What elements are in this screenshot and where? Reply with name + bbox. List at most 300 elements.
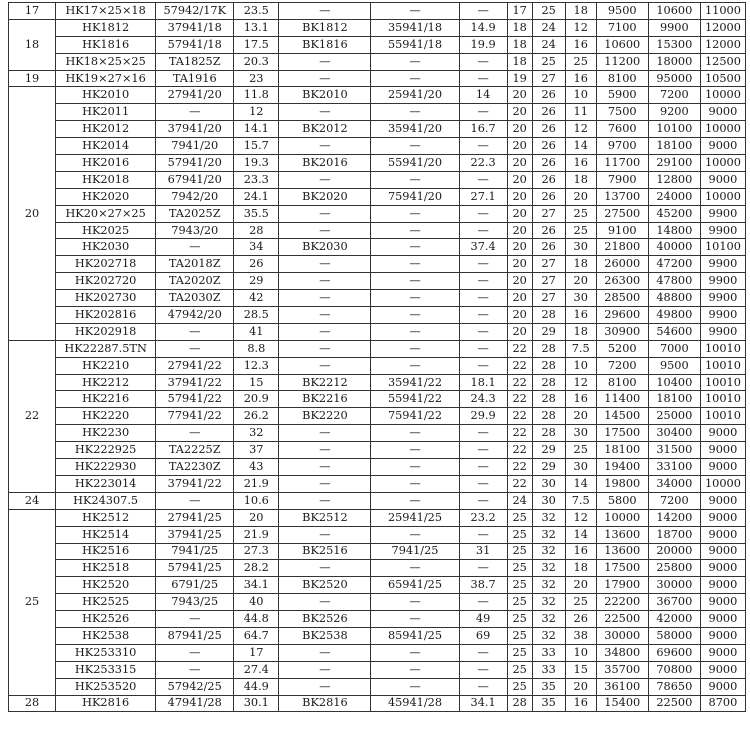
weight-hk-cell: 21.9 xyxy=(234,475,279,492)
C-value-cell: 20 xyxy=(565,577,596,594)
ref-code-bk-cell: 25941/25 xyxy=(371,509,459,526)
C-value-cell: 18 xyxy=(565,3,596,20)
static-load-cell: 42000 xyxy=(648,611,700,628)
speed-limit-cell: 9900 xyxy=(700,222,745,239)
weight-hk-cell: 37 xyxy=(234,442,279,459)
d-value-cell: 20 xyxy=(507,155,532,172)
weight-bk-cell: — xyxy=(459,256,507,273)
weight-bk-cell: — xyxy=(459,459,507,476)
dyn-load-cell: 5900 xyxy=(596,87,648,104)
d-value-cell: 22 xyxy=(507,357,532,374)
dyn-load-cell: 28500 xyxy=(596,290,648,307)
weight-hk-cell: 23 xyxy=(234,70,279,87)
model-hk-cell: HK2538 xyxy=(56,627,156,644)
model-hk-cell: HK19×27×16 xyxy=(56,70,156,87)
ref-code-cell: TA2225Z xyxy=(156,442,234,459)
C-value-cell: 38 xyxy=(565,627,596,644)
dyn-load-cell: 7100 xyxy=(596,19,648,36)
ref-code-cell: 57942/17K xyxy=(156,3,234,20)
ref-code-cell: TA2020Z xyxy=(156,273,234,290)
table-row xyxy=(9,19,746,36)
table-row xyxy=(9,661,746,678)
model-bk-cell: — xyxy=(279,560,371,577)
table-row xyxy=(9,678,746,695)
D-value-cell: 28 xyxy=(532,408,565,425)
dyn-load-cell: 15400 xyxy=(596,695,648,712)
static-load-cell: 20000 xyxy=(648,543,700,560)
weight-bk-cell: — xyxy=(459,492,507,509)
weight-bk-cell: 22.3 xyxy=(459,155,507,172)
model-hk-cell: HK223014 xyxy=(56,475,156,492)
ref-code-bk-cell: — xyxy=(371,256,459,273)
model-bk-cell: BK2010 xyxy=(279,87,371,104)
speed-limit-cell: 9000 xyxy=(700,560,745,577)
dyn-load-cell: 17500 xyxy=(596,425,648,442)
C-value-cell: 20 xyxy=(565,188,596,205)
C-value-cell: 16 xyxy=(565,391,596,408)
shaft-diameter-cell: 24 xyxy=(9,492,56,509)
ref-code-bk-cell: — xyxy=(371,239,459,256)
C-value-cell: 25 xyxy=(565,53,596,70)
speed-limit-cell: 9000 xyxy=(700,526,745,543)
ref-code-bk-cell: — xyxy=(371,273,459,290)
ref-code-bk-cell: 75941/22 xyxy=(371,408,459,425)
table-row xyxy=(9,307,746,324)
weight-bk-cell: — xyxy=(459,273,507,290)
weight-bk-cell: — xyxy=(459,3,507,20)
model-bk-cell: — xyxy=(279,323,371,340)
weight-hk-cell: 42 xyxy=(234,290,279,307)
speed-limit-cell: 9000 xyxy=(700,138,745,155)
weight-hk-cell: 20.9 xyxy=(234,391,279,408)
model-hk-cell: HK2210 xyxy=(56,357,156,374)
C-value-cell: 14 xyxy=(565,475,596,492)
dyn-load-cell: 18100 xyxy=(596,442,648,459)
ref-code-bk-cell: 35941/22 xyxy=(371,374,459,391)
ref-code-bk-cell: — xyxy=(371,611,459,628)
model-hk-cell: HK2230 xyxy=(56,425,156,442)
weight-bk-cell: — xyxy=(459,307,507,324)
d-value-cell: 20 xyxy=(507,171,532,188)
table-row xyxy=(9,222,746,239)
model-hk-cell: HK2030 xyxy=(56,239,156,256)
table-row xyxy=(9,391,746,408)
weight-bk-cell: — xyxy=(459,425,507,442)
ref-code-cell: 77941/22 xyxy=(156,408,234,425)
static-load-cell: 29100 xyxy=(648,155,700,172)
static-load-cell: 18000 xyxy=(648,53,700,70)
weight-bk-cell: 38.7 xyxy=(459,577,507,594)
weight-hk-cell: 44.9 xyxy=(234,678,279,695)
static-load-cell: 10100 xyxy=(648,121,700,138)
ref-code-cell: — xyxy=(156,323,234,340)
speed-limit-cell: 9000 xyxy=(700,104,745,121)
static-load-cell: 14800 xyxy=(648,222,700,239)
speed-limit-cell: 10000 xyxy=(700,121,745,138)
table-row xyxy=(9,475,746,492)
ref-code-cell: 27941/25 xyxy=(156,509,234,526)
dyn-load-cell: 19400 xyxy=(596,459,648,476)
ref-code-bk-cell: — xyxy=(371,340,459,357)
model-hk-cell: HK202730 xyxy=(56,290,156,307)
weight-bk-cell: — xyxy=(459,560,507,577)
speed-limit-cell: 10100 xyxy=(700,239,745,256)
weight-hk-cell: 40 xyxy=(234,594,279,611)
weight-bk-cell: 34.1 xyxy=(459,695,507,712)
d-value-cell: 25 xyxy=(507,543,532,560)
model-hk-cell: HK2220 xyxy=(56,408,156,425)
speed-limit-cell: 12000 xyxy=(700,19,745,36)
table-row xyxy=(9,205,746,222)
C-value-cell: 20 xyxy=(565,273,596,290)
ref-code-bk-cell: 45941/28 xyxy=(371,695,459,712)
d-value-cell: 25 xyxy=(507,560,532,577)
static-load-cell: 70800 xyxy=(648,661,700,678)
C-value-cell: 16 xyxy=(565,155,596,172)
static-load-cell: 36700 xyxy=(648,594,700,611)
d-value-cell: 20 xyxy=(507,323,532,340)
C-value-cell: 16 xyxy=(565,70,596,87)
speed-limit-cell: 9000 xyxy=(700,627,745,644)
dyn-load-cell: 10000 xyxy=(596,509,648,526)
weight-bk-cell: 16.7 xyxy=(459,121,507,138)
C-value-cell: 14 xyxy=(565,138,596,155)
ref-code-cell: 57941/18 xyxy=(156,36,234,53)
C-value-cell: 20 xyxy=(565,678,596,695)
model-hk-cell: HK202816 xyxy=(56,307,156,324)
model-hk-cell: HK2018 xyxy=(56,171,156,188)
d-value-cell: 20 xyxy=(507,188,532,205)
static-load-cell: 7200 xyxy=(648,492,700,509)
D-value-cell: 32 xyxy=(532,509,565,526)
weight-bk-cell: — xyxy=(459,171,507,188)
table-row xyxy=(9,695,746,712)
speed-limit-cell: 9000 xyxy=(700,171,745,188)
D-value-cell: 26 xyxy=(532,138,565,155)
table-row xyxy=(9,87,746,104)
speed-limit-cell: 9900 xyxy=(700,256,745,273)
dyn-load-cell: 26300 xyxy=(596,273,648,290)
ref-code-cell: — xyxy=(156,340,234,357)
weight-bk-cell: — xyxy=(459,661,507,678)
ref-code-bk-cell: 55941/20 xyxy=(371,155,459,172)
speed-limit-cell: 9000 xyxy=(700,459,745,476)
dyn-load-cell: 5800 xyxy=(596,492,648,509)
ref-code-bk-cell: — xyxy=(371,678,459,695)
model-bk-cell: — xyxy=(279,526,371,543)
dyn-load-cell: 7900 xyxy=(596,171,648,188)
C-value-cell: 20 xyxy=(565,408,596,425)
d-value-cell: 25 xyxy=(507,526,532,543)
D-value-cell: 28 xyxy=(532,357,565,374)
D-value-cell: 32 xyxy=(532,577,565,594)
weight-hk-cell: 27.4 xyxy=(234,661,279,678)
d-value-cell: 25 xyxy=(507,577,532,594)
ref-code-bk-cell: — xyxy=(371,594,459,611)
weight-bk-cell: — xyxy=(459,323,507,340)
static-load-cell: 30000 xyxy=(648,577,700,594)
d-value-cell: 19 xyxy=(507,70,532,87)
ref-code-bk-cell: — xyxy=(371,560,459,577)
D-value-cell: 30 xyxy=(532,475,565,492)
d-value-cell: 25 xyxy=(507,611,532,628)
model-bk-cell: — xyxy=(279,307,371,324)
model-bk-cell: BK2030 xyxy=(279,239,371,256)
D-value-cell: 28 xyxy=(532,425,565,442)
ref-code-cell: 67941/20 xyxy=(156,171,234,188)
C-value-cell: 25 xyxy=(565,442,596,459)
d-value-cell: 17 xyxy=(507,3,532,20)
dyn-load-cell: 11700 xyxy=(596,155,648,172)
weight-hk-cell: 15.7 xyxy=(234,138,279,155)
ref-code-bk-cell: — xyxy=(371,205,459,222)
ref-code-cell: 47941/28 xyxy=(156,695,234,712)
weight-bk-cell: — xyxy=(459,70,507,87)
static-load-cell: 54600 xyxy=(648,323,700,340)
model-bk-cell: — xyxy=(279,256,371,273)
D-value-cell: 33 xyxy=(532,661,565,678)
weight-hk-cell: 35.5 xyxy=(234,205,279,222)
weight-hk-cell: 23.5 xyxy=(234,3,279,20)
static-load-cell: 95000 xyxy=(648,70,700,87)
C-value-cell: 7.5 xyxy=(565,492,596,509)
D-value-cell: 26 xyxy=(532,222,565,239)
C-value-cell: 25 xyxy=(565,205,596,222)
static-load-cell: 40000 xyxy=(648,239,700,256)
model-hk-cell: HK20×27×25 xyxy=(56,205,156,222)
D-value-cell: 32 xyxy=(532,560,565,577)
weight-bk-cell: 24.3 xyxy=(459,391,507,408)
ref-code-cell: — xyxy=(156,492,234,509)
static-load-cell: 9500 xyxy=(648,357,700,374)
speed-limit-cell: 8700 xyxy=(700,695,745,712)
d-value-cell: 20 xyxy=(507,205,532,222)
speed-limit-cell: 12000 xyxy=(700,36,745,53)
weight-hk-cell: 19.3 xyxy=(234,155,279,172)
D-value-cell: 29 xyxy=(532,323,565,340)
dyn-load-cell: 19800 xyxy=(596,475,648,492)
speed-limit-cell: 10010 xyxy=(700,374,745,391)
model-bk-cell: — xyxy=(279,3,371,20)
weight-bk-cell: — xyxy=(459,357,507,374)
model-hk-cell: HK1816 xyxy=(56,36,156,53)
static-load-cell: 18100 xyxy=(648,391,700,408)
ref-code-cell: 7943/20 xyxy=(156,222,234,239)
weight-hk-cell: 44.8 xyxy=(234,611,279,628)
speed-limit-cell: 9000 xyxy=(700,594,745,611)
model-hk-cell: HK2020 xyxy=(56,188,156,205)
model-hk-cell: HK2525 xyxy=(56,594,156,611)
dyn-load-cell: 34800 xyxy=(596,644,648,661)
d-value-cell: 22 xyxy=(507,475,532,492)
model-hk-cell: HK18×25×25 xyxy=(56,53,156,70)
table-row xyxy=(9,340,746,357)
ref-code-bk-cell: 65941/25 xyxy=(371,577,459,594)
speed-limit-cell: 9000 xyxy=(700,577,745,594)
ref-code-cell: 57941/20 xyxy=(156,155,234,172)
ref-code-cell: — xyxy=(156,644,234,661)
model-bk-cell: BK2216 xyxy=(279,391,371,408)
ref-code-bk-cell: 75941/20 xyxy=(371,188,459,205)
weight-hk-cell: 23.3 xyxy=(234,171,279,188)
static-load-cell: 9200 xyxy=(648,104,700,121)
weight-hk-cell: 32 xyxy=(234,425,279,442)
model-bk-cell: — xyxy=(279,594,371,611)
ref-code-bk-cell: 55941/22 xyxy=(371,391,459,408)
ref-code-cell: 37941/22 xyxy=(156,374,234,391)
dyn-load-cell: 21800 xyxy=(596,239,648,256)
table-row xyxy=(9,256,746,273)
d-value-cell: 22 xyxy=(507,391,532,408)
dyn-load-cell: 36100 xyxy=(596,678,648,695)
weight-hk-cell: 24.1 xyxy=(234,188,279,205)
ref-code-cell: 6791/25 xyxy=(156,577,234,594)
dyn-load-cell: 10600 xyxy=(596,36,648,53)
table-row xyxy=(9,374,746,391)
static-load-cell: 48800 xyxy=(648,290,700,307)
ref-code-cell: — xyxy=(156,425,234,442)
table-row xyxy=(9,442,746,459)
model-hk-cell: HK2011 xyxy=(56,104,156,121)
table-row xyxy=(9,594,746,611)
ref-code-bk-cell: 35941/20 xyxy=(371,121,459,138)
weight-bk-cell: — xyxy=(459,290,507,307)
table-row xyxy=(9,425,746,442)
ref-code-cell: TA2025Z xyxy=(156,205,234,222)
ref-code-bk-cell: — xyxy=(371,138,459,155)
table-row xyxy=(9,239,746,256)
ref-code-bk-cell: 35941/18 xyxy=(371,19,459,36)
dyn-load-cell: 22500 xyxy=(596,611,648,628)
weight-hk-cell: 64.7 xyxy=(234,627,279,644)
D-value-cell: 26 xyxy=(532,87,565,104)
model-bk-cell: — xyxy=(279,205,371,222)
D-value-cell: 28 xyxy=(532,340,565,357)
weight-bk-cell: — xyxy=(459,475,507,492)
model-bk-cell: — xyxy=(279,678,371,695)
shaft-diameter-cell: 22 xyxy=(9,340,56,492)
C-value-cell: 30 xyxy=(565,459,596,476)
ref-code-cell: 27941/20 xyxy=(156,87,234,104)
speed-limit-cell: 9000 xyxy=(700,492,745,509)
D-value-cell: 32 xyxy=(532,543,565,560)
ref-code-cell: 27941/22 xyxy=(156,357,234,374)
static-load-cell: 24000 xyxy=(648,188,700,205)
d-value-cell: 24 xyxy=(507,492,532,509)
C-value-cell: 15 xyxy=(565,661,596,678)
weight-hk-cell: 30.1 xyxy=(234,695,279,712)
static-load-cell: 49800 xyxy=(648,307,700,324)
D-value-cell: 26 xyxy=(532,155,565,172)
speed-limit-cell: 9900 xyxy=(700,290,745,307)
ref-code-bk-cell: — xyxy=(371,104,459,121)
dyn-load-cell: 27500 xyxy=(596,205,648,222)
model-bk-cell: — xyxy=(279,171,371,188)
static-load-cell: 18700 xyxy=(648,526,700,543)
ref-code-bk-cell: — xyxy=(371,307,459,324)
C-value-cell: 12 xyxy=(565,19,596,36)
D-value-cell: 29 xyxy=(532,459,565,476)
model-hk-cell: HK22287.5TN xyxy=(56,340,156,357)
model-bk-cell: — xyxy=(279,138,371,155)
D-value-cell: 26 xyxy=(532,171,565,188)
model-bk-cell: BK1812 xyxy=(279,19,371,36)
static-load-cell: 78650 xyxy=(648,678,700,695)
weight-hk-cell: 12.3 xyxy=(234,357,279,374)
dyn-load-cell: 7500 xyxy=(596,104,648,121)
d-value-cell: 18 xyxy=(507,53,532,70)
table-row xyxy=(9,526,746,543)
d-value-cell: 25 xyxy=(507,509,532,526)
static-load-cell: 22500 xyxy=(648,695,700,712)
model-bk-cell: — xyxy=(279,475,371,492)
model-hk-cell: HK2520 xyxy=(56,577,156,594)
ref-code-cell: 57941/25 xyxy=(156,560,234,577)
C-value-cell: 26 xyxy=(565,611,596,628)
ref-code-cell: 37941/22 xyxy=(156,475,234,492)
model-bk-cell: — xyxy=(279,70,371,87)
table-row xyxy=(9,459,746,476)
static-load-cell: 7200 xyxy=(648,87,700,104)
d-value-cell: 20 xyxy=(507,290,532,307)
ref-code-cell: 87941/25 xyxy=(156,627,234,644)
speed-limit-cell: 9000 xyxy=(700,543,745,560)
speed-limit-cell: 11000 xyxy=(700,3,745,20)
weight-hk-cell: 12 xyxy=(234,104,279,121)
weight-hk-cell: 20.3 xyxy=(234,53,279,70)
dyn-load-cell: 8100 xyxy=(596,70,648,87)
shaft-diameter-cell: 28 xyxy=(9,695,56,712)
ref-code-bk-cell: — xyxy=(371,222,459,239)
static-load-cell: 7000 xyxy=(648,340,700,357)
D-value-cell: 35 xyxy=(532,695,565,712)
d-value-cell: 22 xyxy=(507,425,532,442)
D-value-cell: 25 xyxy=(532,53,565,70)
ref-code-bk-cell: — xyxy=(371,53,459,70)
table-row xyxy=(9,53,746,70)
weight-hk-cell: 20 xyxy=(234,509,279,526)
weight-bk-cell: 27.1 xyxy=(459,188,507,205)
speed-limit-cell: 10000 xyxy=(700,188,745,205)
weight-hk-cell: 29 xyxy=(234,273,279,290)
D-value-cell: 25 xyxy=(532,3,565,20)
D-value-cell: 35 xyxy=(532,678,565,695)
model-hk-cell: HK253310 xyxy=(56,644,156,661)
C-value-cell: 16 xyxy=(565,307,596,324)
ref-code-bk-cell: — xyxy=(371,171,459,188)
ref-code-cell: 37941/18 xyxy=(156,19,234,36)
table-row xyxy=(9,188,746,205)
ref-code-cell: TA2030Z xyxy=(156,290,234,307)
ref-code-bk-cell: — xyxy=(371,526,459,543)
D-value-cell: 27 xyxy=(532,273,565,290)
weight-hk-cell: 11.8 xyxy=(234,87,279,104)
speed-limit-cell: 10000 xyxy=(700,155,745,172)
table-row xyxy=(9,36,746,53)
weight-hk-cell: 14.1 xyxy=(234,121,279,138)
dyn-load-cell: 22200 xyxy=(596,594,648,611)
ref-code-bk-cell: — xyxy=(371,357,459,374)
shaft-diameter-cell: 18 xyxy=(9,19,56,70)
C-value-cell: 16 xyxy=(565,543,596,560)
weight-bk-cell: 14.9 xyxy=(459,19,507,36)
speed-limit-cell: 10000 xyxy=(700,475,745,492)
C-value-cell: 14 xyxy=(565,526,596,543)
ref-code-cell: 37941/25 xyxy=(156,526,234,543)
model-bk-cell: BK2012 xyxy=(279,121,371,138)
table-row xyxy=(9,121,746,138)
weight-hk-cell: 34 xyxy=(234,239,279,256)
